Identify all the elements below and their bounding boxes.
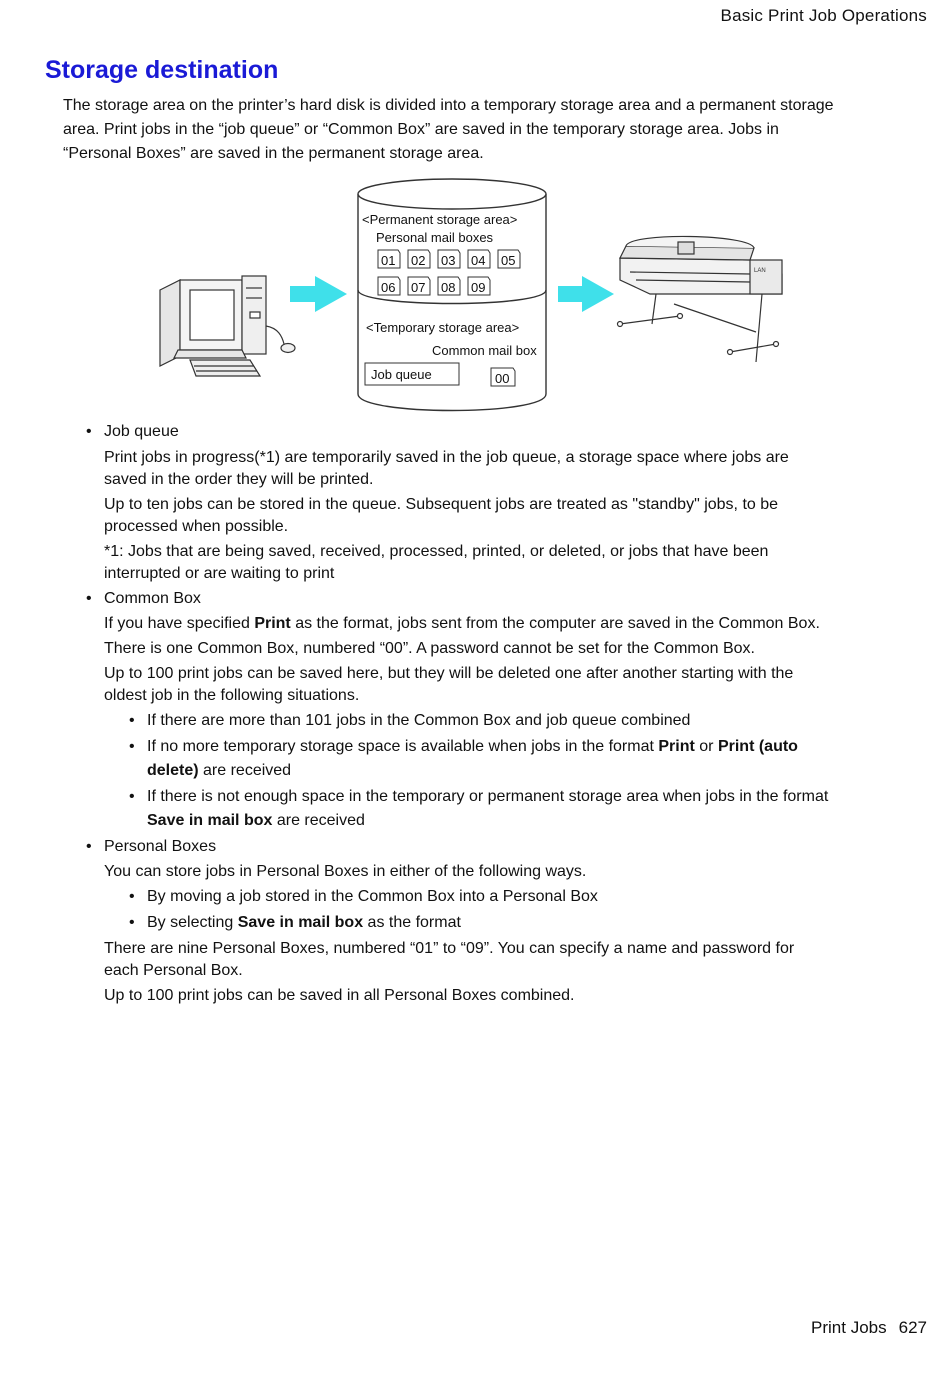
sub-list-item [0, 885, 877, 909]
text-fragment: are received [198, 762, 292, 779]
arrow-to-printer-icon [558, 276, 614, 312]
bold-term: Save in mail box [237, 914, 364, 931]
text-line: oldest job in the following situations. [104, 687, 360, 704]
list-item-common-box [0, 588, 950, 610]
text-line: By moving a job stored in the Common Box into a Personal Box [147, 888, 598, 905]
printer-icon [618, 236, 783, 362]
text-line: Up to 100 print jobs can be saved in all Personal Boxes combined. [104, 987, 575, 1004]
bullet-icon: • [129, 712, 135, 729]
mailbox-number: 07 [411, 280, 426, 295]
bold-term: Print [254, 615, 291, 632]
bullet-icon: • [129, 738, 135, 755]
mailbox-icon [408, 250, 430, 268]
job-queue-label: Job queue [371, 367, 432, 382]
sub-list-item [0, 911, 877, 935]
text-fragment: If no more temporary storage space is available when jobs in the format [147, 738, 659, 755]
text-line: Print jobs in progress(*1) are temporarily saved in the job queue, a storage space where jobs are [104, 449, 789, 466]
mailbox-icon [378, 277, 400, 295]
bullet-icon: • [86, 590, 92, 607]
arrow-to-storage-icon [290, 276, 347, 312]
text-line: processed when possible. [104, 518, 289, 535]
footer-section: Print Jobs [811, 1318, 887, 1337]
paragraph [0, 938, 874, 982]
page-number: 627 [898, 1318, 927, 1337]
printer-badge: LAN [754, 268, 766, 274]
text-fragment: If you have specified [104, 615, 255, 632]
personal-mail-boxes-label: Personal mail boxes [376, 230, 494, 245]
common-mail-box-label: Common mail box [432, 343, 537, 358]
text-line: There is one Common Box, numbered “00”. A password cannot be set for the Common Box. [104, 640, 755, 657]
temporary-storage-label: <Temporary storage area> [366, 320, 520, 335]
mailbox-number: 04 [471, 253, 486, 268]
text-line: Up to 100 print jobs can be saved here, but they will be deleted one after another starting with the [104, 665, 794, 682]
text-line: saved in the order they will be printed. [104, 471, 374, 488]
text-line: Up to ten jobs can be stored in the queue. Subsequent jobs are treated as "standby" jobs, to be [104, 496, 779, 513]
computer-icon [160, 276, 295, 376]
mailbox-number: 09 [471, 280, 486, 295]
personal-boxes-heading: Personal Boxes [104, 838, 217, 855]
bold-term: Print (auto [717, 738, 798, 755]
footnote [0, 541, 874, 585]
paragraph [0, 985, 874, 1007]
mailbox-number: 01 [381, 253, 396, 268]
mailbox-number: 02 [411, 253, 426, 268]
intro-line: area. Print jobs in the “job queue” or “Common Box” are saved in the temporary storage area. Jobs in [63, 121, 779, 138]
intro-line: “Personal Boxes” are saved in the permanent storage area. [63, 145, 484, 162]
mailbox-number: 08 [441, 280, 456, 295]
list-item-personal-boxes [0, 836, 950, 858]
bullet-icon: • [129, 788, 135, 805]
paragraph [0, 613, 874, 635]
common-mailbox-icon [491, 368, 515, 386]
intro-paragraph [63, 94, 893, 166]
mailbox-number: 06 [381, 280, 396, 295]
storage-diagram [150, 176, 800, 416]
text-fragment: By selecting [147, 914, 238, 931]
intro-line: The storage area on the printer’s hard disk is divided into a temporary storage area and a permanent storage [63, 97, 834, 114]
mailbox-number: 03 [441, 253, 456, 268]
text-fragment: or [694, 738, 718, 755]
common-box-heading: Common Box [104, 590, 201, 607]
permanent-storage-label: <Permanent storage area> [362, 212, 518, 227]
bullet-icon: • [86, 838, 92, 855]
paragraph [0, 663, 874, 707]
mailbox-number: 05 [501, 253, 516, 268]
bold-term: Print [658, 738, 695, 755]
list-item-job-queue [0, 421, 950, 443]
bullet-icon: • [129, 888, 135, 905]
mailbox-icon [408, 277, 430, 295]
mailbox-icon [498, 250, 520, 268]
mailbox-icon [438, 277, 460, 295]
paragraph [0, 638, 874, 660]
job-queue-heading: Job queue [104, 423, 179, 440]
sub-list-item [0, 709, 877, 733]
text-line: If there are more than 101 jobs in the Common Box and job queue combined [147, 712, 691, 729]
mailbox-icon [468, 250, 490, 268]
sub-list-item [0, 735, 877, 783]
text-fragment: as the format [363, 914, 461, 931]
text-fragment: If there is not enough space in the temporary or permanent storage area when jobs in the format [147, 788, 829, 805]
text-line: each Personal Box. [104, 962, 243, 979]
paragraph [0, 861, 874, 883]
mailbox-icon [438, 250, 460, 268]
bold-term: Save in mail box [147, 812, 273, 829]
paragraph [0, 494, 874, 538]
text-line: interrupted or are waiting to print [104, 565, 335, 582]
mailbox-icon [468, 277, 490, 295]
bullet-icon: • [86, 423, 92, 440]
paragraph [0, 447, 874, 491]
page-title: Storage destination [45, 56, 279, 84]
text-fragment: as the format, jobs sent from the computer are saved in the Common Box. [290, 615, 820, 632]
running-header: Basic Print Job Operations [720, 6, 927, 25]
common-mailbox-number: 00 [495, 371, 510, 386]
text-line: There are nine Personal Boxes, numbered “01” to “09”. You can specify a name and password for [104, 940, 795, 957]
text-fragment: are received [272, 812, 365, 829]
text-line: You can store jobs in Personal Boxes in either of the following ways. [104, 863, 587, 880]
mailbox-icon [378, 250, 400, 268]
bold-term: delete) [147, 762, 199, 779]
page-footer [811, 1318, 927, 1338]
text-line: *1: Jobs that are being saved, received, processed, printed, or deleted, or jobs that have been [104, 543, 769, 560]
bullet-icon: • [129, 914, 135, 931]
sub-list-item [0, 785, 877, 833]
body-text [0, 421, 950, 1007]
